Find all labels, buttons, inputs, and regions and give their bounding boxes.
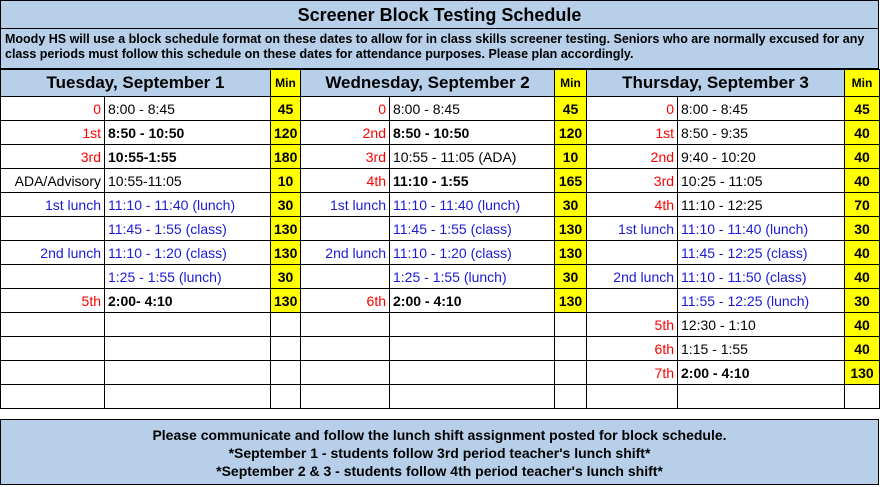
schedule-row: [1, 337, 880, 361]
time-cell: 11:45 - 12:25 (class): [678, 241, 845, 265]
min-header: Min: [845, 70, 880, 97]
minutes-cell: 130: [555, 217, 587, 241]
time-cell: 10:55 - 11:05 (ADA): [390, 145, 555, 169]
time-cell: 11:10 - 1:20 (class): [390, 241, 555, 265]
schedule-row: [1, 97, 880, 121]
time-cell: [105, 337, 271, 361]
min-header: Min: [555, 70, 587, 97]
period-cell: 3rd: [301, 145, 390, 169]
period-cell: [1, 313, 105, 337]
minutes-cell: 70: [845, 193, 880, 217]
time-cell: 2:00 - 4:10: [678, 361, 845, 385]
time-cell: [105, 385, 271, 409]
period-cell: 4th: [301, 169, 390, 193]
time-cell: 10:55-1:55: [105, 145, 271, 169]
minutes-cell: 40: [845, 145, 880, 169]
day-header: Wednesday, September 2: [301, 70, 555, 97]
day-header-row: [1, 70, 880, 97]
schedule-row: [1, 265, 880, 289]
time-cell: 2:00 - 4:10: [390, 289, 555, 313]
minutes-cell: [555, 313, 587, 337]
period-cell: 2nd: [587, 145, 678, 169]
minutes-cell: 30: [845, 217, 880, 241]
period-cell: 5th: [587, 313, 678, 337]
minutes-cell: 130: [271, 289, 301, 313]
time-cell: 1:15 - 1:55: [678, 337, 845, 361]
footer-line-2: *September 1 - students follow 3rd period teacher's lunch shift*: [228, 445, 651, 461]
period-cell: 2nd lunch: [301, 241, 390, 265]
minutes-cell: 130: [555, 289, 587, 313]
minutes-cell: 10: [271, 169, 301, 193]
minutes-cell: [555, 385, 587, 409]
time-cell: 11:10 - 11:40 (lunch): [678, 217, 845, 241]
period-cell: [1, 385, 105, 409]
period-cell: 7th: [587, 361, 678, 385]
minutes-cell: 45: [555, 97, 587, 121]
minutes-cell: 30: [271, 265, 301, 289]
time-cell: 8:50 - 9:35: [678, 121, 845, 145]
period-cell: 1st lunch: [1, 193, 105, 217]
period-cell: 2nd lunch: [587, 265, 678, 289]
minutes-cell: 130: [271, 217, 301, 241]
minutes-cell: 45: [271, 97, 301, 121]
minutes-cell: 30: [555, 193, 587, 217]
time-cell: 11:10 - 12:25: [678, 193, 845, 217]
period-cell: [1, 265, 105, 289]
schedule-row: [1, 385, 880, 409]
time-cell: 8:00 - 8:45: [678, 97, 845, 121]
minutes-cell: 40: [845, 121, 880, 145]
schedule-row: [1, 361, 880, 385]
period-cell: 3rd: [587, 169, 678, 193]
minutes-cell: 165: [555, 169, 587, 193]
time-cell: 11:10 - 1:20 (class): [105, 241, 271, 265]
minutes-cell: [555, 361, 587, 385]
time-cell: 9:40 - 10:20: [678, 145, 845, 169]
time-cell: 1:25 - 1:55 (lunch): [390, 265, 555, 289]
minutes-cell: 180: [271, 145, 301, 169]
day-header: Thursday, September 3: [587, 70, 845, 97]
period-cell: 2nd: [301, 121, 390, 145]
period-cell: 6th: [301, 289, 390, 313]
schedule-row: [1, 241, 880, 265]
time-cell: [390, 385, 555, 409]
time-cell: [678, 385, 845, 409]
period-cell: 1st: [587, 121, 678, 145]
time-cell: 8:50 - 10:50: [390, 121, 555, 145]
period-cell: 1st lunch: [587, 217, 678, 241]
time-cell: 12:30 - 1:10: [678, 313, 845, 337]
minutes-cell: 40: [845, 313, 880, 337]
minutes-cell: 40: [845, 265, 880, 289]
day-header: Tuesday, September 1: [1, 70, 271, 97]
time-cell: 10:55-11:05: [105, 169, 271, 193]
time-cell: [105, 313, 271, 337]
period-cell: 2nd lunch: [1, 241, 105, 265]
minutes-cell: 45: [845, 97, 880, 121]
period-cell: [301, 265, 390, 289]
period-cell: 1st lunch: [301, 193, 390, 217]
period-cell: 3rd: [1, 145, 105, 169]
time-cell: [390, 313, 555, 337]
period-cell: [587, 289, 678, 313]
time-cell: [105, 361, 271, 385]
schedule-row: [1, 121, 880, 145]
minutes-cell: 10: [555, 145, 587, 169]
period-cell: [587, 241, 678, 265]
footer-notes: [0, 419, 879, 485]
period-cell: [1, 337, 105, 361]
time-cell: 11:45 - 1:55 (class): [105, 217, 271, 241]
minutes-cell: 40: [845, 169, 880, 193]
minutes-cell: [845, 385, 880, 409]
period-cell: [301, 217, 390, 241]
period-cell: [1, 361, 105, 385]
minutes-cell: 130: [271, 241, 301, 265]
time-cell: 11:45 - 1:55 (class): [390, 217, 555, 241]
minutes-cell: 130: [555, 241, 587, 265]
minutes-cell: 120: [555, 121, 587, 145]
period-cell: [301, 337, 390, 361]
period-cell: [301, 361, 390, 385]
minutes-cell: [271, 337, 301, 361]
minutes-cell: 40: [845, 337, 880, 361]
schedule-table: [0, 69, 880, 409]
period-cell: [1, 217, 105, 241]
time-cell: 10:25 - 11:05: [678, 169, 845, 193]
schedule-row: [1, 169, 880, 193]
time-cell: 11:10 - 11:40 (lunch): [105, 193, 271, 217]
period-cell: 5th: [1, 289, 105, 313]
minutes-cell: [271, 385, 301, 409]
schedule-row: [1, 145, 880, 169]
minutes-cell: 30: [845, 289, 880, 313]
schedule-title: Screener Block Testing Schedule: [0, 0, 879, 29]
time-cell: 11:55 - 12:25 (lunch): [678, 289, 845, 313]
min-header: Min: [271, 70, 301, 97]
footer-line-1: Please communicate and follow the lunch shift assignment posted for block schedule.: [152, 427, 727, 443]
minutes-cell: 30: [555, 265, 587, 289]
schedule-row: [1, 313, 880, 337]
time-cell: [390, 361, 555, 385]
schedule-row: [1, 193, 880, 217]
minutes-cell: [271, 361, 301, 385]
time-cell: 11:10 - 1:55: [390, 169, 555, 193]
time-cell: 8:50 - 10:50: [105, 121, 271, 145]
time-cell: 11:10 - 11:40 (lunch): [390, 193, 555, 217]
period-cell: 1st: [1, 121, 105, 145]
period-cell: 6th: [587, 337, 678, 361]
minutes-cell: 30: [271, 193, 301, 217]
minutes-cell: [555, 337, 587, 361]
schedule-row: [1, 289, 880, 313]
period-cell: 0: [587, 97, 678, 121]
period-cell: [587, 385, 678, 409]
time-cell: 8:00 - 8:45: [390, 97, 555, 121]
period-cell: ADA/Advisory: [1, 169, 105, 193]
intro-text: Moody HS will use a block schedule format on these dates to allow for in class skills screener testing. Seniors who are normally excused for any class periods must follow this schedule on these dates for attendance purposes. Please plan accordingly.: [0, 29, 879, 69]
time-cell: 2:00- 4:10: [105, 289, 271, 313]
minutes-cell: 120: [271, 121, 301, 145]
period-cell: [301, 385, 390, 409]
period-cell: [301, 313, 390, 337]
minutes-cell: [271, 313, 301, 337]
minutes-cell: 40: [845, 241, 880, 265]
period-cell: 4th: [587, 193, 678, 217]
footer-line-3: *September 2 & 3 - students follow 4th period teacher's lunch shift*: [216, 463, 663, 479]
time-cell: 11:10 - 11:50 (class): [678, 265, 845, 289]
time-cell: [390, 337, 555, 361]
time-cell: 1:25 - 1:55 (lunch): [105, 265, 271, 289]
time-cell: 8:00 - 8:45: [105, 97, 271, 121]
schedule-row: [1, 217, 880, 241]
period-cell: 0: [301, 97, 390, 121]
minutes-cell: 130: [845, 361, 880, 385]
period-cell: 0: [1, 97, 105, 121]
